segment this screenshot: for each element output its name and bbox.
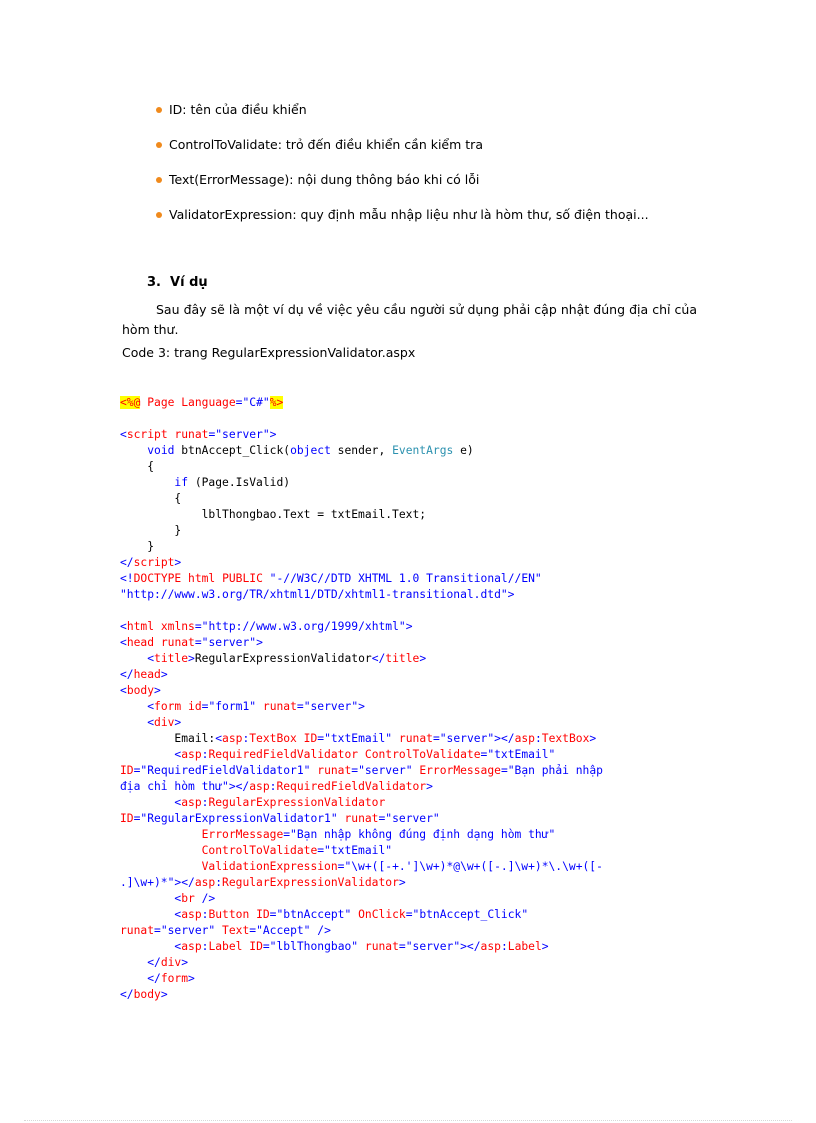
code-token: RegularExpressionValidator	[208, 796, 386, 809]
code-token: div	[154, 716, 175, 729]
code-line	[120, 443, 603, 459]
code-line	[120, 411, 603, 427]
code-token: >	[181, 956, 189, 969]
code-token: <	[120, 748, 182, 761]
list-item	[156, 100, 649, 135]
code-line	[120, 715, 603, 731]
code-token: .]\w+)*"></	[120, 876, 195, 889]
code-token: asp	[181, 940, 202, 953]
code-line	[120, 731, 603, 747]
code-token: <	[120, 892, 182, 905]
code-token: ID	[120, 812, 134, 825]
code-line	[120, 587, 603, 603]
code-line	[120, 459, 603, 475]
code-token: ID	[303, 732, 318, 745]
code-token: runat	[120, 924, 155, 937]
code-token: TextBox	[249, 732, 297, 745]
code-token: />	[310, 924, 331, 937]
code-token: >	[589, 732, 597, 745]
code-line	[120, 923, 603, 939]
code-token: Label	[507, 940, 542, 953]
code-token: ="server"></	[432, 732, 515, 745]
code-token: ="http://www.w3.org/1999/xhtml">	[194, 620, 413, 633]
code-token: }	[120, 524, 182, 537]
code-token	[358, 940, 365, 953]
code-token: RequiredFieldValidator	[276, 780, 427, 793]
code-token: ="C#"	[235, 396, 270, 409]
code-line	[120, 507, 603, 523]
code-token: </	[120, 988, 134, 1001]
code-token	[154, 620, 161, 633]
code-token: </	[120, 956, 161, 969]
code-token: OnClick	[358, 908, 406, 921]
code-token: {	[120, 460, 155, 473]
code-token: <	[120, 908, 182, 921]
bullet-text: ID: tên của điều khiển	[169, 102, 307, 117]
section-number: 3.	[147, 275, 161, 290]
code-line	[120, 667, 603, 683]
code-token: </	[120, 972, 161, 985]
code-token	[256, 700, 263, 713]
code-token: RegularExpressionValidator	[194, 652, 372, 665]
code-token: <	[120, 636, 127, 649]
code-token: {	[120, 492, 182, 505]
code-token: ControlToValidate	[201, 844, 318, 857]
code-token: btnAccept_Click(	[174, 444, 291, 457]
code-token: <	[120, 684, 127, 697]
code-token: ID	[120, 764, 134, 777]
list-item	[156, 135, 649, 170]
code-caption: Code 3: trang RegularExpressionValidator.aspx	[122, 345, 416, 360]
code-token: runat	[317, 764, 352, 777]
code-line	[120, 795, 603, 811]
code-token: asp	[480, 940, 501, 953]
bullet-dot-icon	[156, 177, 162, 183]
code-token	[358, 748, 365, 761]
code-token: >	[160, 988, 168, 1001]
code-token: runat	[262, 700, 297, 713]
code-token: </	[120, 668, 134, 681]
code-token: ="server"	[154, 924, 216, 937]
code-token: <	[215, 732, 223, 745]
code-token: <	[120, 716, 155, 729]
code-line	[120, 843, 603, 859]
code-token: lblThongbao.Text = txtEmail.Text;	[120, 508, 427, 521]
code-token: ="form1"	[201, 700, 257, 713]
code-token: ="RegularExpressionValidator1"	[133, 812, 338, 825]
code-line	[120, 859, 603, 875]
code-token	[392, 732, 399, 745]
code-token: EventArgs	[392, 444, 454, 457]
code-token: :	[201, 940, 209, 953]
code-token: html	[126, 620, 155, 633]
code-line	[120, 747, 603, 763]
code-token: ControlToValidate	[364, 748, 481, 761]
code-token: ="txtEmail"	[480, 748, 556, 761]
code-token: (Page.IsValid)	[188, 476, 291, 489]
code-token: >	[419, 652, 427, 665]
code-token: ="server"	[351, 764, 413, 777]
code-token: object	[290, 444, 331, 457]
code-token: html	[188, 572, 216, 585]
section-heading	[147, 273, 208, 293]
code-token: runat	[344, 812, 379, 825]
code-token: asp	[181, 908, 202, 921]
code-token: <	[120, 940, 182, 953]
code-token	[120, 860, 202, 873]
code-token: xmlns	[160, 620, 195, 633]
code-token: ="btnAccept"	[269, 908, 352, 921]
code-token: :	[215, 876, 223, 889]
intro-paragraph: Sau đây sẽ là một ví dụ về việc yêu cầu người sử dụng phải cập nhật đúng địa chỉ của hòm thư.	[122, 302, 697, 337]
code-block	[120, 395, 603, 1003]
page-footer-divider	[24, 1120, 792, 1121]
code-token: </	[371, 652, 386, 665]
code-token: RequiredFieldValidator	[208, 748, 359, 761]
code-token: ="Bạn nhập không đúng định dạng hòm thư"	[283, 828, 556, 841]
code-line	[120, 891, 603, 907]
code-token: >	[154, 684, 161, 697]
code-token	[154, 636, 161, 649]
list-item	[156, 170, 649, 205]
bullet-dot-icon	[156, 107, 162, 113]
code-token: sender,	[330, 444, 393, 457]
code-token: RegularExpressionValidator	[222, 876, 399, 889]
code-token: DOCTYPE	[133, 572, 182, 585]
code-line	[120, 939, 603, 955]
code-token: "-//W3C//DTD XHTML 1.0 Transitional//EN"	[262, 572, 542, 585]
code-token: >	[541, 940, 549, 953]
code-line	[120, 427, 603, 443]
code-token	[120, 828, 202, 841]
code-token: >	[174, 556, 182, 569]
code-token: script	[133, 556, 175, 569]
code-token	[120, 444, 147, 457]
code-token: ="server"	[378, 812, 440, 825]
code-token: :	[269, 780, 277, 793]
code-line	[120, 571, 603, 587]
code-token: asp	[249, 780, 270, 793]
code-token: <	[120, 652, 155, 665]
code-token: Email:	[120, 732, 216, 745]
bullet-list	[156, 100, 649, 240]
code-token: :	[201, 748, 209, 761]
code-token: <	[120, 620, 127, 633]
bullet-text: Text(ErrorMessage): nội dung thông báo khi có lỗi	[169, 172, 480, 187]
code-token: <!	[120, 572, 134, 585]
code-token: br	[181, 892, 195, 905]
code-token: </	[120, 556, 134, 569]
code-line	[120, 475, 603, 491]
code-token: ="RequiredFieldValidator1"	[133, 764, 311, 777]
code-token: asp	[222, 732, 243, 745]
code-token: :	[201, 908, 209, 921]
code-token: id	[188, 700, 202, 713]
code-line	[120, 811, 603, 827]
list-item	[156, 205, 649, 240]
code-line	[120, 555, 603, 571]
code-token: asp	[514, 732, 535, 745]
code-token: Language	[181, 396, 236, 409]
code-token: }	[120, 540, 155, 553]
code-token	[120, 476, 174, 489]
code-line	[120, 539, 603, 555]
bullet-text: ControlToValidate: trỏ đến điều khiển cần kiểm tra	[169, 137, 483, 152]
code-token: asp	[181, 796, 202, 809]
code-token: TextBox	[541, 732, 590, 745]
code-token: ID	[249, 940, 263, 953]
code-token: ="Bạn phải nhập	[500, 764, 603, 777]
code-line	[120, 955, 603, 971]
code-token: />	[194, 892, 216, 905]
code-token: form	[160, 972, 189, 985]
code-token: PUBLIC	[222, 572, 263, 585]
code-line	[120, 987, 603, 1003]
bullet-dot-icon	[156, 212, 162, 218]
code-token: ="Accept"	[249, 924, 311, 937]
code-token: if	[174, 476, 189, 489]
code-token: asp	[194, 876, 216, 889]
code-token: :	[242, 732, 250, 745]
code-token: ErrorMessage	[419, 764, 501, 777]
code-token: <%@	[120, 396, 141, 409]
code-token: ="server"></	[398, 940, 481, 953]
code-token: runat	[398, 732, 433, 745]
code-line	[120, 827, 603, 843]
bullet-dot-icon	[156, 142, 162, 148]
code-token: Button	[208, 908, 250, 921]
code-line	[120, 635, 603, 651]
code-token: form	[154, 700, 182, 713]
code-token: <	[120, 796, 182, 809]
code-token	[297, 732, 304, 745]
code-token: %>	[269, 396, 284, 409]
code-token: >	[426, 780, 433, 793]
code-token: runat	[364, 940, 399, 953]
section-title: Ví dụ	[170, 275, 208, 290]
code-token: body	[133, 988, 161, 1001]
code-token: >	[398, 876, 406, 889]
code-line	[120, 603, 603, 619]
code-token: ="txtEmail"	[317, 732, 393, 745]
code-token: ="lblThongbao"	[262, 940, 359, 953]
code-line	[120, 683, 603, 699]
code-token: "http://www.w3.org/TR/xhtml1/DTD/xhtml1-transitional.dtd">	[120, 588, 515, 601]
code-token: runat	[160, 636, 195, 649]
code-line	[120, 779, 603, 795]
code-token: ="server">	[296, 700, 365, 713]
code-token	[181, 572, 188, 585]
code-token: ID	[256, 908, 270, 921]
code-token: div	[160, 956, 182, 969]
code-token: :	[500, 940, 508, 953]
code-line	[120, 523, 603, 539]
code-token: ="server">	[208, 428, 277, 441]
code-token: <	[120, 428, 127, 441]
code-token: <	[120, 700, 155, 713]
code-token: e)	[453, 444, 474, 457]
code-token: >	[160, 668, 168, 681]
code-token: ="btnAccept_Click"	[405, 908, 529, 921]
code-token: head	[133, 668, 161, 681]
code-line	[120, 491, 603, 507]
code-token: void	[147, 444, 175, 457]
code-token: head	[126, 636, 155, 649]
code-token: runat	[174, 428, 209, 441]
code-token: ErrorMessage	[201, 828, 284, 841]
code-line	[120, 395, 603, 411]
code-token: ValidationExpression	[201, 860, 338, 873]
code-token: ="server">	[194, 636, 263, 649]
code-token: ="\w+([-+.']\w+)*@\w+([-.]\w+)*\.\w+([-	[337, 860, 603, 873]
code-line	[120, 763, 603, 779]
code-line	[120, 619, 603, 635]
code-token: script	[126, 428, 168, 441]
code-token: body	[126, 684, 155, 697]
code-line	[120, 971, 603, 987]
bullet-text: ValidatorExpression: quy định mẫu nhập liệu như là hòm thư, số điện thoại...	[169, 207, 649, 222]
code-token: ="txtEmail"	[317, 844, 393, 857]
code-token: địa chỉ hòm thư"></	[120, 780, 250, 793]
code-token: :	[201, 796, 209, 809]
code-token: >	[188, 652, 195, 665]
code-token: Text	[222, 924, 250, 937]
code-token: title	[385, 652, 420, 665]
code-token: Page	[147, 396, 175, 409]
code-token: >	[188, 972, 195, 985]
code-line	[120, 651, 603, 667]
code-token: >	[174, 716, 182, 729]
code-token: :	[534, 732, 542, 745]
code-token: asp	[181, 748, 202, 761]
code-token	[120, 844, 202, 857]
code-line	[120, 875, 603, 891]
code-line	[120, 699, 603, 715]
code-token: title	[154, 652, 189, 665]
code-line	[120, 907, 603, 923]
code-token: Label	[208, 940, 243, 953]
